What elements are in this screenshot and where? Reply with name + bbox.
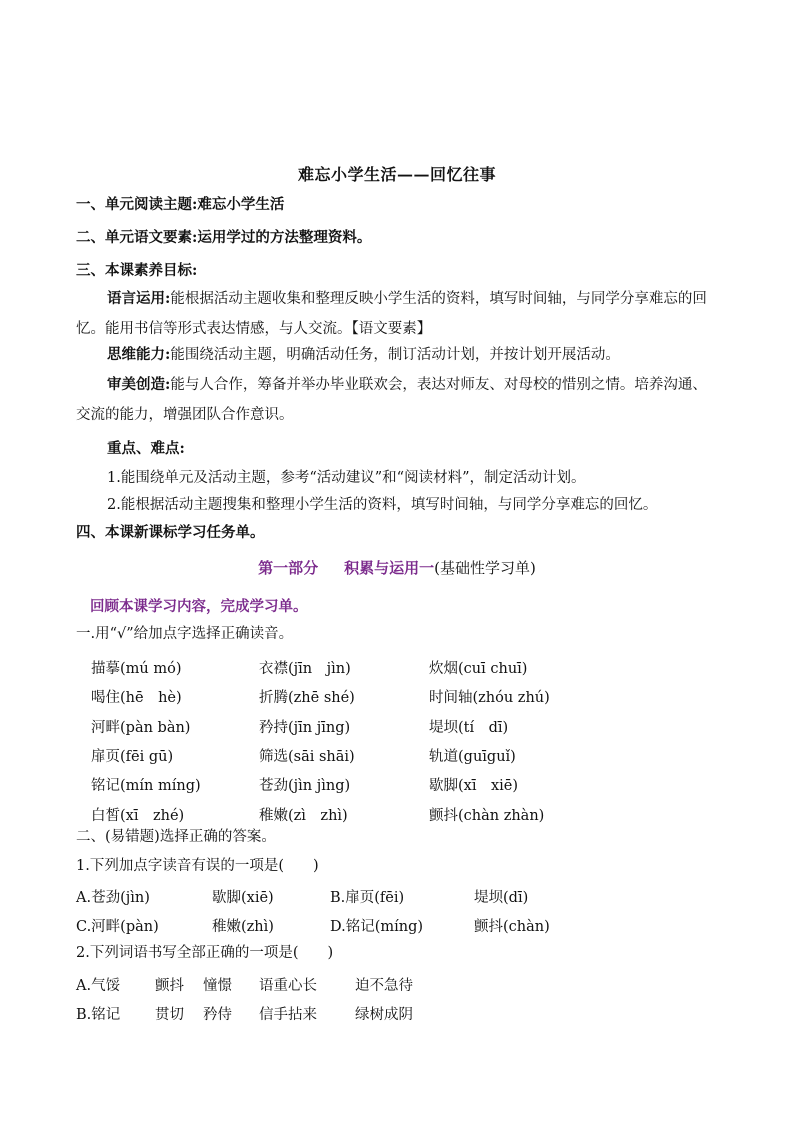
pinyin-row bbox=[91, 682, 651, 711]
key-points-label: 重点、难点: bbox=[107, 440, 185, 457]
pinyin-item: 苍劲(jìn jìng) bbox=[259, 778, 351, 795]
pinyin-grid bbox=[91, 653, 651, 829]
pinyin-item: 轨道(guīguǐ) bbox=[429, 749, 516, 766]
option-item: A.气馁 bbox=[76, 978, 121, 994]
pinyin-item: 描摹(mú mó) bbox=[91, 661, 182, 678]
review-instruction: 回顾本课学习内容，完成学习单。 bbox=[90, 598, 308, 615]
goal-text: 能围绕活动主题，明确活动任务，制订活动计划，并按计划开展活动。 bbox=[170, 347, 620, 363]
pinyin-item: 时间轴(zhóu zhú) bbox=[429, 690, 550, 707]
section-header bbox=[0, 557, 794, 578]
pinyin-item: 铭记(mín míng) bbox=[91, 778, 201, 795]
goal-label: 审美创造: bbox=[107, 376, 171, 393]
goal-label: 思维能力: bbox=[107, 346, 171, 363]
option-item: 迫不急待 bbox=[355, 978, 413, 994]
section-subtitle: 积累与运用一 bbox=[344, 559, 435, 577]
option-item: C.河畔(pàn) bbox=[76, 919, 159, 935]
pinyin-item: 筛选(sāi shāi) bbox=[259, 749, 355, 766]
option-row bbox=[76, 886, 528, 907]
goal-text: 能与人合作，筹备并举办毕业联欢会，表达对师友、对母校的惜别之情。培养沟通、交流的能力，增强团队合作意识。 bbox=[76, 377, 707, 423]
goal-thinking bbox=[76, 340, 721, 370]
pinyin-item: 颤抖(chàn zhàn) bbox=[429, 807, 545, 824]
option-item: B.扉页(fēi) bbox=[330, 890, 405, 906]
pinyin-item: 白皙(xī zhé) bbox=[91, 807, 185, 824]
option-item: 语重心长 bbox=[259, 978, 317, 994]
pinyin-row bbox=[91, 770, 651, 799]
goal-aesthetic bbox=[76, 370, 721, 430]
option-item: 歇脚(xiē) bbox=[212, 890, 274, 906]
pinyin-row bbox=[91, 799, 651, 828]
option-item: 颤抖(chàn) bbox=[474, 919, 550, 935]
goal-text: 能根据活动主题收集和整理反映小学生活的资料，填写时间轴，与同学分享难忘的回忆。能用书信等形式表达情感，与人交流。【语文要素】 bbox=[76, 291, 707, 337]
option-item: 贯切 bbox=[155, 1007, 184, 1023]
heading-reading-theme: 一、单元阅读主题:难忘小学生活 bbox=[76, 196, 285, 213]
question-2-title: 二、(易错题)选择正确的答案。 bbox=[76, 829, 276, 845]
page-title: 难忘小学生活——回忆往事 bbox=[297, 165, 496, 184]
pinyin-item: 折腾(zhē shé) bbox=[259, 690, 355, 707]
pinyin-item: 喝住(hē hè) bbox=[91, 690, 182, 707]
pinyin-item: 歇脚(xī xiē) bbox=[429, 778, 519, 795]
option-item: 颤抖 bbox=[155, 978, 184, 994]
goal-language-use bbox=[76, 284, 721, 344]
option-item: 堤坝(dī) bbox=[474, 890, 529, 906]
question-1-title: 一.用“√”给加点字选择正确读音。 bbox=[76, 626, 294, 642]
option-item: 憧憬 bbox=[203, 978, 232, 994]
option-item: 信手拈来 bbox=[259, 1007, 317, 1023]
option-item: D.铭记(míng) bbox=[330, 919, 424, 935]
pinyin-item: 扉页(fēi gū) bbox=[91, 749, 174, 766]
pinyin-item: 河畔(pàn bàn) bbox=[91, 719, 191, 736]
pinyin-item: 堤坝(tí dī) bbox=[429, 719, 509, 736]
key-point-1: 1.能围绕单元及活动主题，参考“活动建议”和“阅读材料”，制定活动计划。 bbox=[107, 470, 586, 486]
option-item: 绿树成阴 bbox=[355, 1007, 413, 1023]
option-item: 矜侍 bbox=[203, 1007, 232, 1023]
pinyin-row bbox=[91, 741, 651, 770]
goal-label: 语言运用: bbox=[107, 290, 171, 307]
pinyin-item: 稚嫩(zì zhì) bbox=[259, 807, 348, 824]
pinyin-row bbox=[91, 653, 651, 682]
option-row bbox=[76, 915, 550, 936]
option-item: 稚嫩(zhì) bbox=[212, 919, 274, 935]
heading-task-list: 四、本课新课标学习任务单。 bbox=[76, 524, 265, 541]
question-2-2: 2.下列词语书写全部正确的一项是( ) bbox=[76, 945, 334, 961]
question-2-1: 1.下列加点字读音有误的一项是( ) bbox=[76, 858, 319, 874]
option-row bbox=[76, 974, 413, 995]
option-row bbox=[76, 1003, 413, 1024]
option-item: A.苍劲(jìn) bbox=[76, 890, 150, 906]
pinyin-row bbox=[91, 712, 651, 741]
section-title: 第一部分 bbox=[258, 559, 319, 577]
pinyin-item: 衣襟(jīn jìn) bbox=[259, 661, 351, 678]
key-point-2: 2.能根据活动主题搜集和整理小学生活的资料，填写时间轴，与同学分享难忘的回忆。 bbox=[107, 497, 658, 513]
pinyin-item: 矜持(jīn jīng) bbox=[259, 719, 351, 736]
section-note: (基础性学习单) bbox=[434, 559, 536, 577]
pinyin-item: 炊烟(cuī chuī) bbox=[429, 661, 528, 678]
heading-language-element: 二、单元语文要素:运用学过的方法整理资料。 bbox=[76, 229, 372, 246]
heading-goals: 三、本课素养目标: bbox=[76, 262, 198, 279]
option-item: B.铭记 bbox=[76, 1007, 121, 1023]
